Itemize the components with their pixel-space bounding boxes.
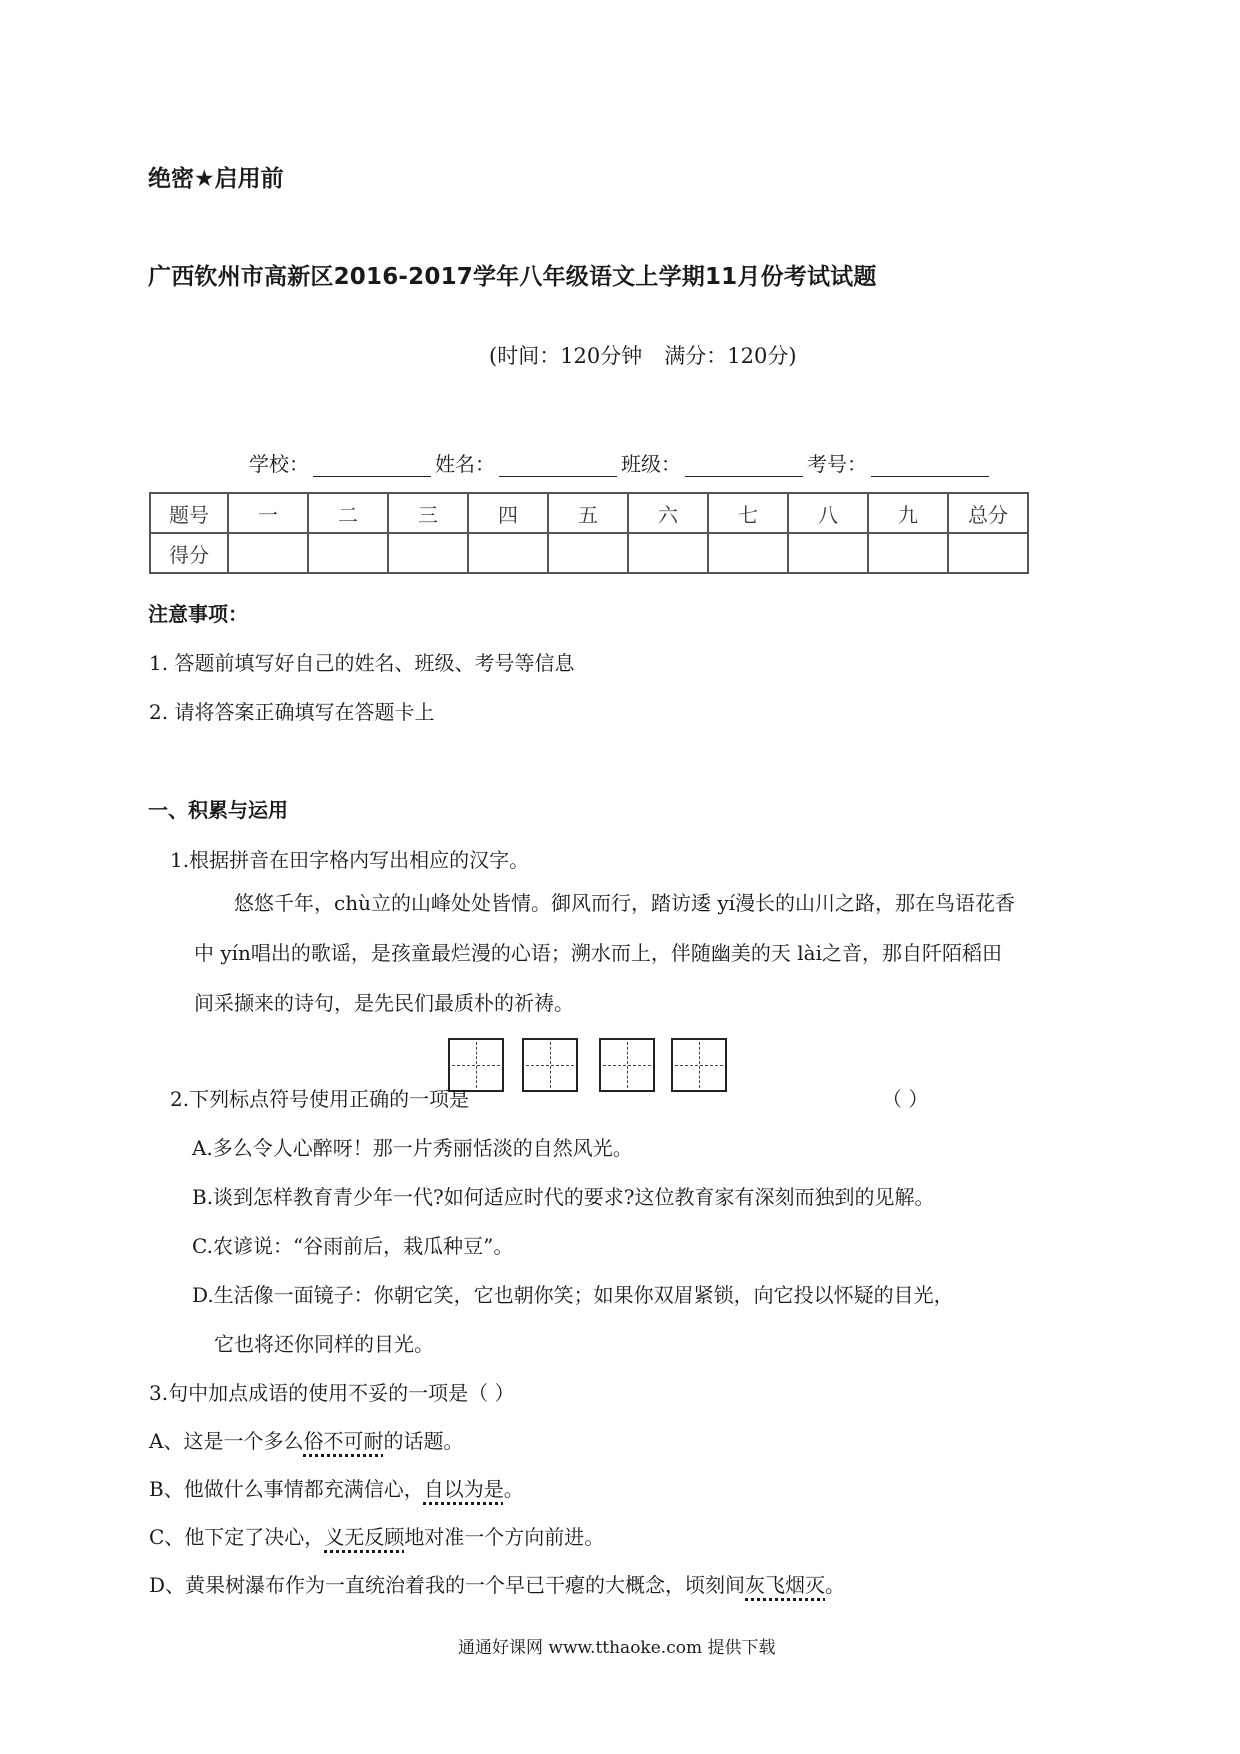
footer-credit: 通通好课网 www.tthaoke.com 提供下载 [458, 1638, 776, 1658]
question-2-option-d-cont: 它也将还你同样的目光。 [214, 1332, 434, 1356]
option-text: 地对准一个方向前进。 [404, 1525, 605, 1549]
time-limit: (时间：120分钟 [489, 344, 643, 368]
option-text: 的话题。 [383, 1429, 464, 1453]
name-label: 姓名： [435, 452, 495, 476]
notice-item: 1. 答题前填写好自己的姓名、班级、考号等信息 [149, 651, 575, 675]
question-1-text-line: 中 yín唱出的歌谣，是孩童最烂漫的心语；溯水而上，伴随幽美的天 lài之音，那自阡陌稻田 [194, 941, 1003, 965]
column-header-cell: 八 [788, 493, 868, 533]
question-3-option-d [149, 1569, 845, 1598]
name-field[interactable] [435, 448, 621, 477]
time-score-info [489, 340, 797, 370]
score-cell[interactable] [548, 533, 628, 573]
secret-label: 绝密★启用前 [148, 166, 284, 192]
question-1-prompt: 1.根据拼音在田字格内写出相应的汉字。 [170, 848, 530, 872]
dotted-idiom: 灰飞烟灭 [745, 1573, 826, 1597]
score-cell[interactable] [628, 533, 708, 573]
question-2-option-b: B.谈到怎样教育青少年一代?如何适应时代的要求?这位教育家有深刻而独到的见解。 [192, 1185, 935, 1209]
question-3-option-b [149, 1473, 524, 1502]
question-2-option-a: A.多么令人心醉呀！那一片秀丽恬淡的自然风光。 [192, 1136, 633, 1160]
exam-title: 广西钦州市高新区2016-2017学年八年级语文上学期11月份考试试题 [148, 264, 877, 290]
column-header-cell: 总分 [948, 493, 1028, 533]
class-label: 班级： [621, 452, 681, 476]
class-field[interactable] [621, 448, 807, 477]
question-2-option-c: C.农谚说：“谷雨前后，栽瓜种豆”。 [192, 1234, 514, 1258]
dotted-idiom: 俗不可耐 [303, 1429, 384, 1453]
dotted-idiom: 自以为是 [423, 1477, 504, 1501]
tianzige-box[interactable] [671, 1038, 727, 1092]
option-text: 。 [825, 1573, 846, 1597]
school-field[interactable] [249, 448, 435, 477]
score-table-header-row [150, 493, 1028, 533]
tianzige-box[interactable] [522, 1038, 578, 1092]
option-text: B、他做什么事情都充满信心， [149, 1477, 424, 1501]
answer-parentheses[interactable]: （ ） [882, 1087, 929, 1111]
question-2-prompt: 2.下列标点符号使用正确的一项是 [170, 1087, 470, 1111]
score-cell[interactable] [308, 533, 388, 573]
row-label-cell: 得分 [150, 533, 228, 573]
header-label-cell: 题号 [150, 493, 228, 533]
column-header-cell: 二 [308, 493, 388, 533]
option-text: 。 [503, 1477, 524, 1501]
question-3-option-a [149, 1425, 463, 1454]
id-blank[interactable] [871, 454, 989, 477]
question-1-text-line: 间采撷来的诗句，是先民们最质朴的祈祷。 [194, 991, 574, 1015]
id-field[interactable] [807, 448, 993, 477]
column-header-cell: 六 [628, 493, 708, 533]
notice-title: 注意事项： [148, 602, 248, 626]
score-table-score-row [150, 533, 1028, 573]
dotted-idiom: 义无反顾 [324, 1525, 405, 1549]
tianzige-box[interactable] [599, 1038, 655, 1092]
student-info-line [249, 448, 993, 477]
id-label: 考号： [807, 452, 867, 476]
question-2-option-d: D.生活像一面镜子：你朝它笑，它也朝你笑；如果你双眉紧锁，向它投以怀疑的目光， [192, 1283, 954, 1307]
notice-item: 2. 请将答案正确填写在答题卡上 [149, 700, 435, 724]
school-blank[interactable] [313, 454, 431, 477]
column-header-cell: 九 [868, 493, 948, 533]
name-blank[interactable] [499, 454, 617, 477]
score-cell[interactable] [788, 533, 868, 573]
score-table [149, 492, 1029, 574]
question-1-text-line: 悠悠千年，chù立的山峰处处皆情。御风而行，踏访逶 yí漫长的山川之路，那在鸟语花香 [234, 891, 1016, 915]
question-3-prompt: 3.句中加点成语的使用不妥的一项是（ ） [149, 1381, 515, 1405]
full-score: 满分：120分) [664, 344, 797, 368]
column-header-cell: 三 [388, 493, 468, 533]
column-header-cell: 五 [548, 493, 628, 533]
score-cell[interactable] [388, 533, 468, 573]
question-3-option-c [149, 1521, 604, 1550]
column-header-cell: 四 [468, 493, 548, 533]
column-header-cell: 七 [708, 493, 788, 533]
score-cell[interactable] [868, 533, 948, 573]
score-cell[interactable] [468, 533, 548, 573]
column-header-cell: 一 [228, 493, 308, 533]
section-title: 一、积累与运用 [148, 798, 288, 822]
score-cell[interactable] [228, 533, 308, 573]
option-text: D、黄果树瀑布作为一直统治着我的一个早已干瘪的大概念，顷刻间 [149, 1573, 746, 1597]
class-blank[interactable] [685, 454, 803, 477]
score-cell[interactable] [708, 533, 788, 573]
option-text: C、他下定了决心， [149, 1525, 325, 1549]
option-text: A、这是一个多么 [149, 1429, 304, 1453]
school-label: 学校： [249, 452, 309, 476]
score-cell[interactable] [948, 533, 1028, 573]
